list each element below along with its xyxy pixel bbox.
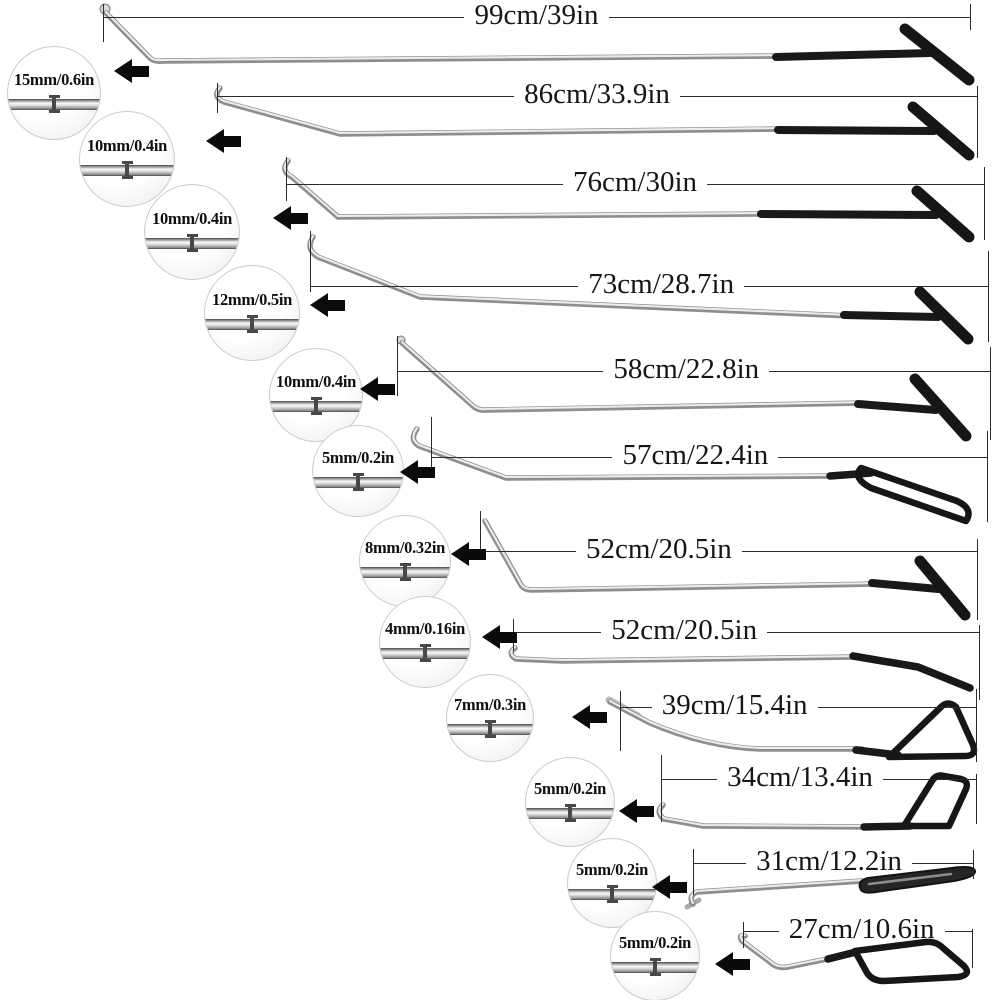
tip-marker-icon (52, 95, 56, 113)
tool-3-tip-size-label: 10mm/0.4in (152, 209, 232, 228)
tool-4-length-label: 73cm/28.7in (588, 267, 735, 300)
tip-marker-icon (423, 644, 427, 662)
grip (778, 130, 934, 131)
arrow-shaft (290, 213, 308, 224)
tool-10-left-tick (661, 755, 662, 822)
dimension-line-left (397, 371, 603, 372)
dimension-line-right (767, 632, 979, 633)
tool-8-tip-size-label: 4mm/0.16in (385, 619, 465, 638)
tool-5-left-arrow-icon (360, 377, 396, 401)
tool-3-tip-badge (144, 184, 240, 280)
dimension-line-right (912, 863, 973, 864)
tool-3-left-arrow-icon (273, 206, 309, 230)
dimension-line-right (883, 779, 976, 780)
tool-11-tip-size-label: 5mm/0.2in (575, 860, 648, 879)
tool-7-tip-badge (359, 515, 451, 607)
arrow-shaft (131, 66, 149, 77)
arrow-head (572, 705, 590, 729)
dimension-line-left (513, 632, 601, 633)
tool-5-tip-size-label: 10mm/0.4in (276, 372, 356, 391)
tool-2-right-tick (977, 86, 978, 158)
tool-6-length-label: 57cm/22.4in (622, 438, 769, 471)
dimension-line-left (693, 863, 746, 864)
tool-10-tip-badge (525, 757, 615, 847)
dimension-line-left (743, 931, 779, 932)
tool-11-right-tick (973, 850, 974, 879)
tool-4-length-dimension (310, 269, 988, 303)
dimension-line-left (431, 457, 612, 458)
tool-7-length-dimension (480, 534, 977, 568)
tip-marker-icon (403, 563, 407, 581)
dimension-line-left (103, 17, 464, 18)
tool-1-right-tick (970, 4, 971, 30)
tip-marker-icon (356, 473, 360, 491)
tool-12-length-dimension (743, 914, 972, 948)
dimension-line-left (286, 184, 563, 185)
tool-4-tip-size-label: 12mm/0.5in (212, 290, 292, 309)
tool-6-left-arrow-icon (400, 460, 436, 484)
dimension-line-right (707, 184, 984, 185)
tool-5-right-tick (990, 347, 991, 440)
tool-12-tip-badge (610, 911, 700, 1000)
grip (761, 214, 936, 215)
tool-1-length-dimension (103, 0, 970, 34)
tool-1-left-tick (103, 4, 104, 42)
grip (844, 315, 938, 317)
tool-9-tip-badge (446, 674, 534, 762)
dimension-line-left (310, 286, 578, 287)
arrow-head (482, 625, 500, 649)
grip (776, 53, 930, 57)
rod (691, 881, 862, 904)
tool-6-length-dimension (431, 440, 987, 474)
tool-9-tip-size-label: 7mm/0.3in (453, 695, 526, 714)
dimension-line-left (217, 96, 514, 97)
arrow-shaft (499, 632, 517, 643)
arrow-head (360, 377, 378, 401)
arrow-shaft (327, 300, 345, 311)
tool-9-left-arrow-icon (572, 705, 608, 729)
tool-1-length-label: 99cm/39in (474, 0, 599, 31)
arrow-head (652, 875, 670, 899)
grip (828, 952, 856, 959)
tool-2-length-dimension (217, 79, 977, 113)
tip-marker-icon (314, 397, 318, 415)
tool-12-right-tick (972, 929, 973, 968)
dimension-line-left (661, 779, 717, 780)
tool-2-tip-badge (79, 111, 175, 207)
tool-10-length-dimension (661, 762, 976, 796)
loop-handle (858, 468, 968, 521)
arrow-head (619, 799, 637, 823)
tool-12-length-label: 27cm/10.6in (788, 912, 935, 945)
dimension-line-right (609, 17, 970, 18)
tool-3-length-dimension (286, 167, 984, 201)
dimension-line-right (680, 96, 977, 97)
tip-marker-icon (568, 804, 572, 822)
tool-11-length-label: 31cm/12.2in (756, 844, 902, 877)
tool-7-length-label: 52cm/20.5in (586, 532, 732, 565)
grip (872, 583, 938, 589)
tool-7-right-tick (977, 539, 978, 620)
tool-9-left-tick (620, 691, 621, 751)
tool-2-tip-size-label: 10mm/0.4in (87, 136, 167, 155)
tool-8-graphic (511, 647, 970, 688)
dimension-line-right (818, 707, 977, 708)
tool-2-left-tick (217, 83, 218, 113)
tool-9-right-tick (976, 689, 977, 762)
tool-10-length-label: 34cm/13.4in (727, 760, 873, 793)
dimension-line-right (769, 371, 990, 372)
tool-8-left-arrow-icon (482, 625, 518, 649)
tool-5-left-tick (397, 336, 398, 396)
tool-2-left-arrow-icon (206, 129, 242, 153)
tool-2-length-label: 86cm/33.9in (524, 77, 670, 110)
tip-marker-icon (250, 315, 254, 333)
tool-11-left-tick (693, 849, 694, 895)
arrow-head (206, 129, 224, 153)
tool-4-tip-badge (204, 265, 300, 361)
tool-12-left-arrow-icon (715, 952, 751, 976)
tip-marker-icon (190, 234, 194, 252)
arrow-head (114, 59, 132, 83)
arrow-shaft (223, 136, 241, 147)
arrow-shaft (636, 806, 654, 817)
tool-8-right-tick (979, 625, 980, 700)
arrow-head (715, 952, 733, 976)
tool-5-length-label: 58cm/22.8in (613, 352, 760, 385)
arrow-shaft (417, 467, 435, 478)
arrow-shaft (589, 712, 607, 723)
grip (858, 404, 936, 410)
tool-4-left-arrow-icon (310, 293, 346, 317)
tip-marker-icon (125, 161, 129, 179)
arrow-shaft (468, 549, 486, 560)
tool-10-left-arrow-icon (619, 799, 655, 823)
tool-11-left-arrow-icon (652, 875, 688, 899)
arrow-head (310, 293, 328, 317)
tool-8-tip-badge (379, 596, 471, 688)
tool-8-length-label: 52cm/20.5in (611, 613, 758, 646)
tool-6-right-tick (987, 431, 988, 522)
tool-7-tip-size-label: 8mm/0.32in (365, 538, 445, 557)
arrow-head (451, 542, 469, 566)
tool-12-left-tick (743, 922, 744, 948)
tool-1-left-arrow-icon (114, 59, 150, 83)
tool-6-tip-size-label: 5mm/0.2in (321, 448, 394, 467)
tool-12-tip-size-label: 5mm/0.2in (618, 933, 691, 952)
arrow-shaft (377, 384, 395, 395)
tool-3-length-label: 76cm/30in (572, 165, 698, 198)
arrow-shaft (732, 959, 750, 970)
tool-3-left-tick (286, 157, 287, 201)
tool-4-left-tick (310, 231, 311, 292)
tool-10-tip-size-label: 5mm/0.2in (533, 779, 606, 798)
tool-7-left-arrow-icon (451, 542, 487, 566)
tool-6-tip-badge (312, 425, 404, 517)
tip-marker-icon (610, 885, 614, 903)
dimension-line-right (744, 286, 988, 287)
tool-10-right-tick (976, 774, 977, 824)
rod-highlight (659, 804, 870, 826)
tool-1-tip-size-label: 15mm/0.6in (14, 70, 94, 89)
dimension-line-right (778, 457, 987, 458)
dimension-line-right (742, 551, 977, 552)
arrow-head (273, 206, 291, 230)
dimension-line-right (945, 931, 972, 932)
tool-9-length-dimension (620, 690, 976, 724)
arrow-head (400, 460, 418, 484)
arrow-shaft (669, 882, 687, 893)
dimension-line-left (620, 707, 652, 708)
dimension-line-left (480, 551, 576, 552)
tool-4-right-tick (988, 251, 989, 342)
tip-marker-icon (653, 958, 657, 976)
tool-3-right-tick (984, 167, 985, 240)
tool-9-length-label: 39cm/15.4in (661, 688, 808, 721)
tool-5-length-dimension (397, 354, 990, 388)
tool-1-tip-badge (7, 46, 101, 140)
tip-marker-icon (488, 720, 492, 738)
bent-handle (853, 656, 970, 688)
tool-8-length-dimension (513, 615, 979, 649)
tool-11-length-dimension (693, 846, 973, 880)
